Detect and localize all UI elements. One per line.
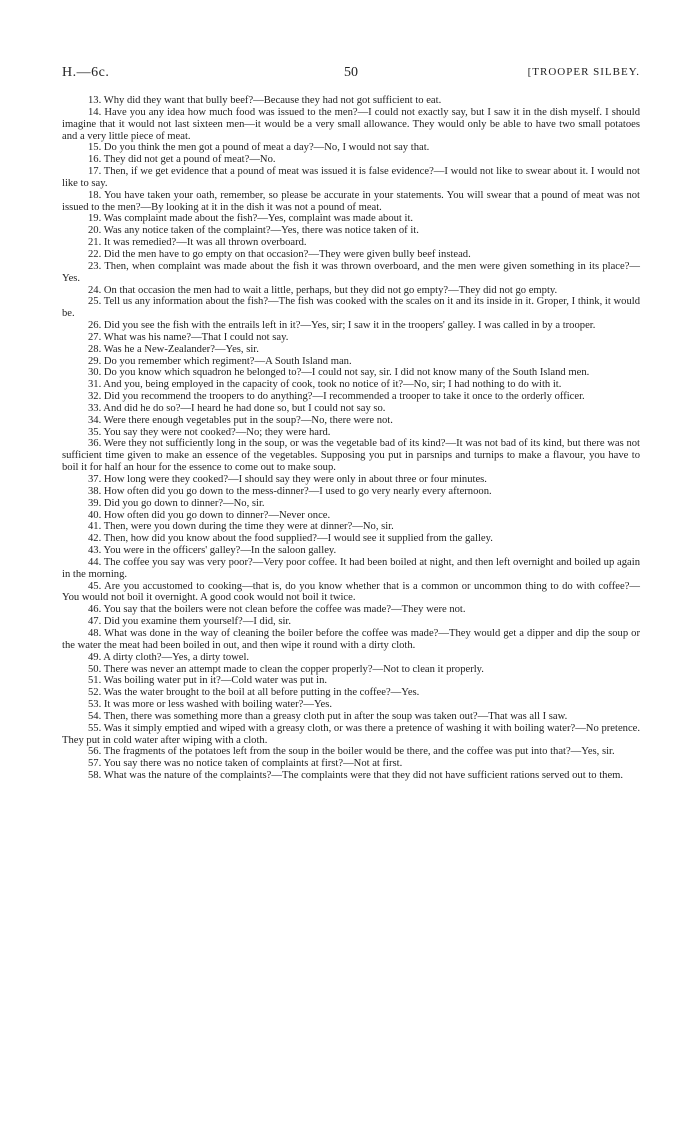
testimony-paragraph: 45. Are you accustomed to cooking—that is, do you know whether that is a common or uncommon thing to do with coffee?—You would not boil it overnight. A good cook would not boil it twice. [62, 580, 640, 604]
testimony-paragraph: 47. Did you examine them yourself?—I did, sir. [88, 616, 292, 628]
testimony-paragraph: 51. Was boiling water put in it?—Cold water was put in. [88, 675, 328, 687]
testimony-paragraph: 39. Did you go down to dinner?—No, sir. [88, 497, 265, 509]
testimony-paragraph: 17. Then, if we get evidence that a pound of meat was issued it is false evidence?—I would not like to swear about it. I would not like to say. [62, 166, 640, 189]
testimony-paragraph: 44. The coffee you say was very poor?—Very poor coffee. It had been boiled at night, and then left overnight and boiled up again in the morning. [62, 556, 640, 580]
page-number: 50 [344, 65, 358, 80]
page-header [62, 65, 640, 85]
testimony-paragraph: 34. Were there enough vegetables put in the soup?—No, there were not. [88, 414, 393, 426]
testimony-paragraph: 30. Do you know which squadron he belonged to?—I could not say, sir. I did not know many of the South Island men. [88, 367, 590, 379]
testimony-paragraph: 26. Did you see the fish with the entrails left in it?—Yes, sir; I saw it in the troopers' galley. I was called in by a trooper. [88, 320, 596, 332]
testimony-paragraph: 21. It was remedied?—It was all thrown overboard. [88, 237, 307, 249]
testimony-paragraph: 14. Have you any idea how much food was issued to the men?—I could not exactly say, but I saw it in the dish myself. I should imagine that it would not last sixteen men—it would be a very small allowance. They would only be able to have two small potatoes and a very little piece of meat. [62, 106, 640, 142]
testimony-paragraph: 52. Was the water brought to the boil at all before putting in the coffee?—Yes. [88, 687, 420, 699]
testimony-paragraph: 24. On that occasion the men had to wait a little, perhaps, but they did not go empty?—They did not go empty. [88, 284, 558, 296]
testimony-paragraph: 49. A dirty cloth?—Yes, a dirty towel. [88, 651, 250, 663]
testimony-paragraph: 19. Was complaint made about the fish?—Yes, complaint was made about it. [88, 213, 414, 225]
witness-heading: [TROOPER SILBEY. [527, 66, 640, 78]
testimony-paragraph: 48. What was done in the way of cleaning the boiler before the coffee was made?—They would get a dipper and dip the soup or the water the meat had been boiled in out, and then wipe it round with a dirty cloth. [62, 627, 640, 651]
testimony-paragraph: 46. You say that the boilers were not clean before the coffee was made?—They were not. [88, 604, 466, 616]
document-body [62, 95, 640, 782]
testimony-paragraph: 32. Did you recommend the troopers to do anything?—I recommended a trooper to take it once to the orderly officer. [88, 391, 585, 403]
testimony-paragraph: 54. Then, there was something more than a greasy cloth put in after the soup was taken out?—That was all I saw. [88, 710, 568, 722]
testimony-paragraph: 35. You say they were not cooked?—No; they were hard. [88, 426, 331, 438]
testimony-paragraph: 20. Was any notice taken of the complaint?—Yes, there was notice taken of it. [88, 225, 419, 237]
testimony-paragraph: 57. You say there was no notice taken of complaints at first?—Not at first. [88, 758, 403, 770]
testimony-paragraph: 13. Why did they want that bully beef?—Because they had not got sufficient to eat. [88, 95, 442, 106]
testimony-paragraph: 41. Then, were you down during the time they were at dinner?—No, sir. [88, 521, 394, 533]
testimony-paragraph: 29. Do you remember which regiment?—A South Island man. [88, 355, 352, 367]
testimony-paragraph: 40. How often did you go down to dinner?—Never once. [88, 509, 331, 521]
testimony-paragraph: 56. The fragments of the potatoes left from the soup in the boiler would be there, and the coffee was put into that?—Yes, sir. [88, 746, 615, 758]
testimony-paragraph: 36. Were they not sufficiently long in the soup, or was the vegetable bad of its kind?—It was not bad of its kind, but there was not sufficient time given to make an essence of the vegetables. Supposing you put in parsnips and turnips to make a flavour, you have to boil it for half an hour for the essence to come out to make soup. [62, 438, 640, 474]
testimony-paragraph: 28. Was he a New-Zealander?—Yes, sir. [88, 343, 259, 355]
paper-reference: H.—6c. [62, 65, 110, 80]
testimony-paragraph: 33. And did he do so?—I heard he had done so, but I could not say so. [88, 402, 386, 414]
testimony-paragraph: 22. Did the men have to go empty on that occasion?—They were given bully beef instead. [88, 248, 471, 260]
testimony-paragraph: 53. It was more or less washed with boiling water?—Yes. [88, 699, 333, 711]
testimony-paragraph: 50. There was never an attempt made to clean the copper properly?—Not to clean it properly. [88, 663, 484, 675]
testimony-paragraph: 37. How long were they cooked?—I should say they were only in about three or four minutes. [88, 474, 487, 485]
testimony-paragraph: 58. What was the nature of the complaints?—The complaints were that they did not have sufficient rations served out to them. [88, 770, 624, 782]
testimony-paragraph: 42. Then, how did you know about the food supplied?—I would see it supplied from the galley. [88, 533, 493, 545]
testimony-paragraph: 55. Was it simply emptied and wiped with a greasy cloth, or was there a pretence of washing it with boiling water?—No pretence. They put in cold water after wiping with a cloth. [62, 722, 640, 746]
testimony-paragraph: 31. And you, being employed in the capacity of cook, took no notice of it?—No, sir; I had nothing to do with it. [88, 379, 562, 391]
testimony-paragraph: 16. They did not get a pound of meat?—No. [88, 154, 276, 166]
testimony-paragraph: 15. Do you think the men got a pound of meat a day?—No, I would not say that. [88, 142, 430, 154]
testimony-paragraph: 38. How often did you go down to the mess-dinner?—I used to go very nearly every afternoon. [88, 485, 492, 497]
testimony-paragraph: 43. You were in the officers' galley?—In the saloon galley. [88, 545, 337, 557]
testimony-paragraph: 25. Tell us any information about the fish?—The fish was cooked with the scales on it and its inside in it. Groper, I think, it would be. [62, 296, 640, 320]
testimony-paragraph: 27. What was his name?—That I could not say. [88, 331, 289, 343]
testimony-paragraph: 23. Then, when complaint was made about the fish it was thrown overboard, and the men were given something in its place?—Yes. [62, 260, 640, 284]
testimony-paragraph: 18. You have taken your oath, remember, so please be accurate in your statements. You will swear that a pound of meat was not issued to the men?—By looking at it in the dish it was not a pound of meat. [62, 189, 640, 213]
